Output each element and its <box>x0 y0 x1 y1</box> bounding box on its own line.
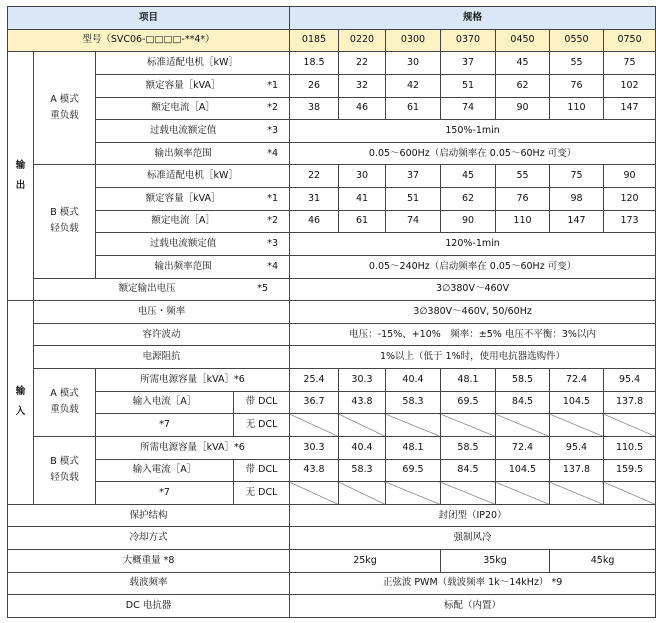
mode-sublabel: 重负载 <box>50 110 79 122</box>
row-note: *8 <box>163 554 175 566</box>
row-label <box>96 210 290 233</box>
na-cell <box>290 414 339 437</box>
row-note: *2 <box>267 215 278 227</box>
cell: 25.4 <box>290 369 339 392</box>
input-a-dcl-row <box>8 391 656 414</box>
cell: 90 <box>496 97 550 120</box>
mode-sublabel: 轻负载 <box>50 472 79 484</box>
cell: 61 <box>386 97 441 120</box>
row-label: 容许波动 <box>34 323 290 346</box>
cell: 37 <box>441 52 496 75</box>
span-value: 0.05～600Hz（启动频率在 0.05～60Hz 可变） <box>290 142 656 165</box>
input-impedance-row <box>8 346 656 369</box>
row-label <box>96 142 290 165</box>
mode-label: B 模式 <box>50 456 79 468</box>
model-code: 0185 <box>290 29 339 52</box>
spec-table <box>7 6 656 618</box>
row-label-text: 所需电源容量［kVA］ <box>140 441 235 453</box>
input-group-text: 输 入 <box>15 386 26 418</box>
row-note: *6 <box>234 441 245 453</box>
cell: 69.5 <box>386 459 441 482</box>
mode-label: A 模式 <box>50 388 79 400</box>
cell: 30.3 <box>339 369 386 392</box>
cell: 40.4 <box>339 436 386 459</box>
mode-label: A 模式 <box>50 94 79 106</box>
cell: 22 <box>290 165 339 188</box>
cell: 110 <box>496 210 550 233</box>
row-label: 电压・频率 <box>34 301 290 324</box>
cell: 90 <box>604 165 656 188</box>
cell: 74 <box>386 210 441 233</box>
cell: 69.5 <box>441 391 496 414</box>
output-mode-b-label <box>34 165 96 278</box>
cell: 43.8 <box>339 391 386 414</box>
span-value: 电压：-15%、+10% 频率：±5% 电压不平衡：3%以内 <box>290 323 656 346</box>
row-label: 输入電流［A］ <box>96 459 234 482</box>
row-label: 载波频率 <box>8 572 290 595</box>
span-value <box>290 572 656 595</box>
cell: 46 <box>290 210 339 233</box>
cell: 26 <box>290 74 339 97</box>
cell: 38 <box>290 97 339 120</box>
na-cell <box>441 414 496 437</box>
input-b-dcl-row <box>8 459 656 482</box>
row-note: *9 <box>551 577 563 589</box>
dcr-row <box>8 595 656 618</box>
row-note: *2 <box>267 102 278 114</box>
row-note: *1 <box>267 192 278 204</box>
cell: 62 <box>496 74 550 97</box>
cell: 159.5 <box>604 459 656 482</box>
dcl-label: 带 DCL <box>234 391 290 414</box>
cell: 51 <box>386 188 441 211</box>
cell: 62 <box>441 188 496 211</box>
cell: 22 <box>339 52 386 75</box>
row-label: 标准适配电机［kW］ <box>96 52 290 75</box>
cell: 147 <box>550 210 604 233</box>
row-label-text: 额定电流［A］ <box>151 102 215 114</box>
row-label-text: 过载电流额定值 <box>149 238 217 250</box>
row-label-text: 额定电流［A］ <box>151 215 215 227</box>
carrier-row <box>8 572 656 595</box>
cell: 75 <box>604 52 656 75</box>
dcl-label: 无 DCL <box>234 414 290 437</box>
cell: 72.4 <box>496 436 550 459</box>
na-cell <box>604 414 656 437</box>
cell: 173 <box>604 210 656 233</box>
cell: 75 <box>550 165 604 188</box>
na-cell <box>339 414 386 437</box>
row-label <box>96 74 290 97</box>
cell: 76 <box>496 188 550 211</box>
cell: 43.8 <box>290 459 339 482</box>
cell: 95.4 <box>604 369 656 392</box>
row-label <box>8 550 290 573</box>
output-b-capacity-row <box>8 188 656 211</box>
output-a-motor-row <box>8 52 656 75</box>
cell: 95.4 <box>550 436 604 459</box>
span-value: 标配（内置） <box>290 595 656 618</box>
output-a-capacity-row <box>8 74 656 97</box>
row-label <box>96 97 290 120</box>
cell: 58.3 <box>386 391 441 414</box>
cell: 45 <box>496 52 550 75</box>
row-label: 输入电流［A］ <box>96 391 234 414</box>
cell: 110.5 <box>604 436 656 459</box>
na-cell <box>441 482 496 505</box>
cell: 40.4 <box>386 369 441 392</box>
cell: 58.3 <box>339 459 386 482</box>
cell: 84.5 <box>496 391 550 414</box>
row-label-text: 额定容量［kVA］ <box>145 79 221 91</box>
row-label: 保护结构 <box>8 504 290 527</box>
model-code: 0550 <box>550 29 604 52</box>
cell: 31 <box>290 188 339 211</box>
row-label-text: 输出频率范围 <box>154 260 212 272</box>
weight-value: 35kg <box>441 550 550 573</box>
row-label <box>96 369 290 392</box>
span-value: 120%-1min <box>290 233 656 256</box>
input-b-nodcl-row <box>8 482 656 505</box>
output-a-freq-row <box>8 142 656 165</box>
output-b-current-row <box>8 210 656 233</box>
cell: 30.3 <box>290 436 339 459</box>
row-note: *1 <box>267 79 278 91</box>
row-label: 电源阻抗 <box>34 346 290 369</box>
row-label <box>34 278 290 301</box>
input-mode-a-label <box>34 369 96 437</box>
cell: 137.8 <box>604 391 656 414</box>
na-cell <box>386 414 441 437</box>
dcl-label: 带 DCL <box>234 459 290 482</box>
row-label-text: 输出频率范围 <box>154 147 212 159</box>
carrier-value: 正弦波 PWM（载波频率 1k～14kHz） <box>382 577 549 589</box>
span-value: 150%-1min <box>290 120 656 143</box>
cell: 30 <box>339 165 386 188</box>
cell: 48.1 <box>441 369 496 392</box>
model-label: 型号（SVC06-□□□□-**4*） <box>8 29 290 52</box>
row-note: *6 <box>234 373 245 385</box>
span-value: 0.05～240Hz（启动频率在 0.05～60Hz 可变） <box>290 255 656 278</box>
cell: 58.5 <box>496 369 550 392</box>
row-note: *5 <box>257 283 268 295</box>
cooling-row <box>8 527 656 550</box>
cell: 72.4 <box>550 369 604 392</box>
cell: 42 <box>386 74 441 97</box>
row-note: *3 <box>267 124 278 136</box>
na-cell <box>386 482 441 505</box>
header-item: 项目 <box>8 7 290 30</box>
row-note: *3 <box>267 238 278 250</box>
cell: 55 <box>496 165 550 188</box>
output-group-text: 输 出 <box>15 160 26 192</box>
span-value: 3∅380V～460V, 50/60Hz <box>290 301 656 324</box>
row-label <box>96 188 290 211</box>
cell: 30 <box>386 52 441 75</box>
output-a-overload-row <box>8 120 656 143</box>
cell: 104.5 <box>550 391 604 414</box>
input-power-row <box>8 301 656 324</box>
na-cell <box>496 482 550 505</box>
cell: 18.5 <box>290 52 339 75</box>
cell: 58.5 <box>441 436 496 459</box>
cell: 55 <box>550 52 604 75</box>
cell: 90 <box>441 210 496 233</box>
output-b-motor-row <box>8 165 656 188</box>
header-spec: 规格 <box>290 7 656 30</box>
cell: 61 <box>339 210 386 233</box>
model-code: 0450 <box>496 29 550 52</box>
na-cell <box>496 414 550 437</box>
row-label-text: 额定容量［kVA］ <box>145 192 221 204</box>
row-label <box>96 255 290 278</box>
output-voltage-row <box>8 278 656 301</box>
input-b-required-row <box>8 436 656 459</box>
row-label-text: 过载电流额定值 <box>149 124 217 136</box>
row-label: 冷却方式 <box>8 527 290 550</box>
input-a-required-row <box>8 369 656 392</box>
row-label: 标准适配电机［kW］ <box>96 165 290 188</box>
input-a-nodcl-row <box>8 414 656 437</box>
dcl-label: 无 DCL <box>234 482 290 505</box>
span-value: 强制风冷 <box>290 527 656 550</box>
na-cell <box>290 482 339 505</box>
row-label-text: 额定输出电压 <box>118 283 176 295</box>
output-a-current-row <box>8 97 656 120</box>
na-cell <box>604 482 656 505</box>
cell: 41 <box>339 188 386 211</box>
protection-row <box>8 504 656 527</box>
cell: 74 <box>441 97 496 120</box>
na-cell <box>550 482 604 505</box>
row-label <box>96 436 290 459</box>
weight-row <box>8 550 656 573</box>
model-code: 0220 <box>339 29 386 52</box>
model-code: 0370 <box>441 29 496 52</box>
span-value: 封闭型（IP20） <box>290 504 656 527</box>
cell: 76 <box>550 74 604 97</box>
cell: 147 <box>604 97 656 120</box>
row-note: *7 <box>96 482 234 505</box>
output-mode-a-label <box>34 52 96 165</box>
cell: 104.5 <box>496 459 550 482</box>
input-mode-b-label <box>34 436 96 504</box>
row-label <box>96 233 290 256</box>
cell: 98 <box>550 188 604 211</box>
row-note: *4 <box>267 147 278 159</box>
span-value: 3∅380V～460V <box>290 278 656 301</box>
mode-label: B 模式 <box>50 207 79 219</box>
model-code: 0750 <box>604 29 656 52</box>
cell: 37 <box>386 165 441 188</box>
cell: 32 <box>339 74 386 97</box>
weight-value: 25kg <box>290 550 441 573</box>
input-tolerance-row <box>8 323 656 346</box>
cell: 51 <box>441 74 496 97</box>
cell: 102 <box>604 74 656 97</box>
row-label-text: 大概重量 <box>122 554 161 566</box>
na-cell <box>339 482 386 505</box>
na-cell <box>550 414 604 437</box>
cell: 48.1 <box>386 436 441 459</box>
cell: 110 <box>550 97 604 120</box>
row-label: DC 电抗器 <box>8 595 290 618</box>
cell: 84.5 <box>441 459 496 482</box>
cell: 45 <box>441 165 496 188</box>
model-row <box>8 29 656 52</box>
weight-value: 45kg <box>550 550 656 573</box>
span-value: 1%以上（低于 1%时，使用电抗器选购件） <box>290 346 656 369</box>
row-label <box>96 120 290 143</box>
cell: 137.8 <box>550 459 604 482</box>
output-group-label <box>8 52 34 301</box>
cell: 120 <box>604 188 656 211</box>
cell: 46 <box>339 97 386 120</box>
row-label-text: 所需电源容量［kVA］ <box>140 373 235 385</box>
output-b-freq-row <box>8 255 656 278</box>
input-group-label <box>8 301 34 505</box>
mode-sublabel: 轻负载 <box>50 223 79 235</box>
cell: 36.7 <box>290 391 339 414</box>
header-row <box>8 7 656 30</box>
output-b-overload-row <box>8 233 656 256</box>
row-note: *7 <box>96 414 234 437</box>
mode-sublabel: 重负载 <box>50 404 79 416</box>
row-note: *4 <box>267 260 278 272</box>
model-code: 0300 <box>386 29 441 52</box>
